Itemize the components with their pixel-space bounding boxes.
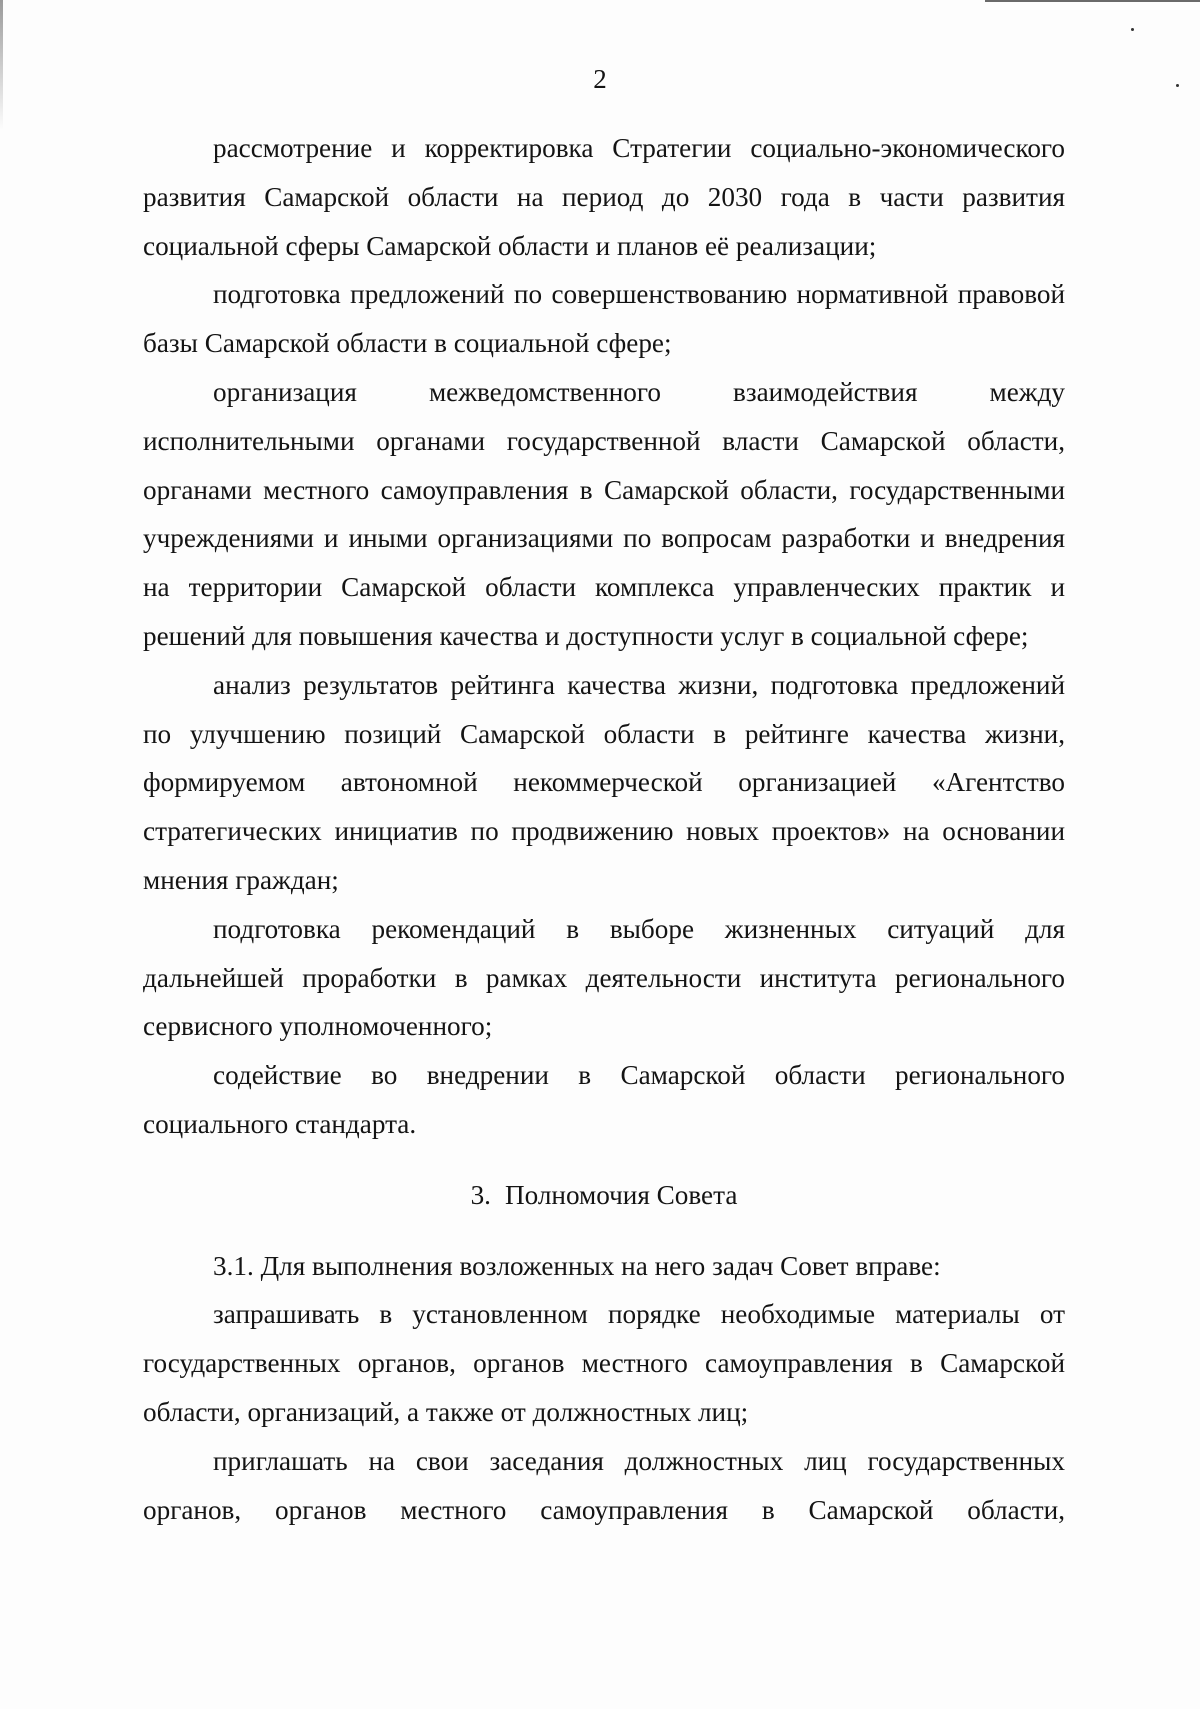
section-number: 3.: [470, 1179, 491, 1210]
paragraph-invite-officials: приглашать на свои заседания должностных лиц государственных органов, органов местного самоуправления в Самарской области,: [143, 1445, 1065, 1525]
paragraph-social-standard: содействие во внедрении в Самарской области регионального социального стандарта.: [143, 1060, 1065, 1139]
paragraph-council-rights: 3.1. Для выполнения возложенных на него задач Совет вправе:: [213, 1250, 941, 1281]
paragraph-quality-of-life-rating: анализ результатов рейтинга качества жизни, подготовка предложений по улучшению позиций Самарской области в рейтинге качества жизни, формируемом автономной некоммерческой организацией «Агентство стратегических инициатив по продвижению новых проектов» на основании мнения граждан;: [143, 669, 1065, 895]
scan-edge-top: [985, 0, 1200, 2]
section-title: Полномочия Совета: [504, 1179, 738, 1210]
paragraph-legal-proposals: подготовка предложений по совершенствованию нормативной правовой базы Самарской области в социальной сфере;: [143, 279, 1065, 359]
document-body: [143, 124, 1065, 1534]
paragraph-request-materials: запрашивать в установленном порядке необходимые материалы от государственных органов, органов местного самоуправления в Самарской области, организаций, а также от должностных лиц;: [143, 1299, 1065, 1427]
paragraph-strategy-review: рассмотрение и корректировка Стратегии социально-экономического развития Самарской области на период до 2030 года в части развития социальной сферы Самарской области и планов её реализации;: [143, 133, 1065, 261]
paragraph-interagency-cooperation: организация межведомственного взаимодействия между исполнительными органами государственной власти Самарской области, органами местного самоуправления в Самарской области, государственными учреждениями и иными организациями по вопросам разработки и внедрения на территории Самарской области комплекса управленческих практик и решений для повышения качества и доступности услуг в социальной сфере;: [143, 376, 1065, 651]
page-number: 2: [593, 64, 607, 94]
scan-speck: [1131, 28, 1134, 31]
paragraph-life-situations: подготовка рекомендаций в выборе жизненных ситуаций для дальнейшей проработки в рамках деятельности института регионального сервисного уполномоченного;: [143, 913, 1065, 1042]
section-heading: [143, 1171, 1065, 1220]
